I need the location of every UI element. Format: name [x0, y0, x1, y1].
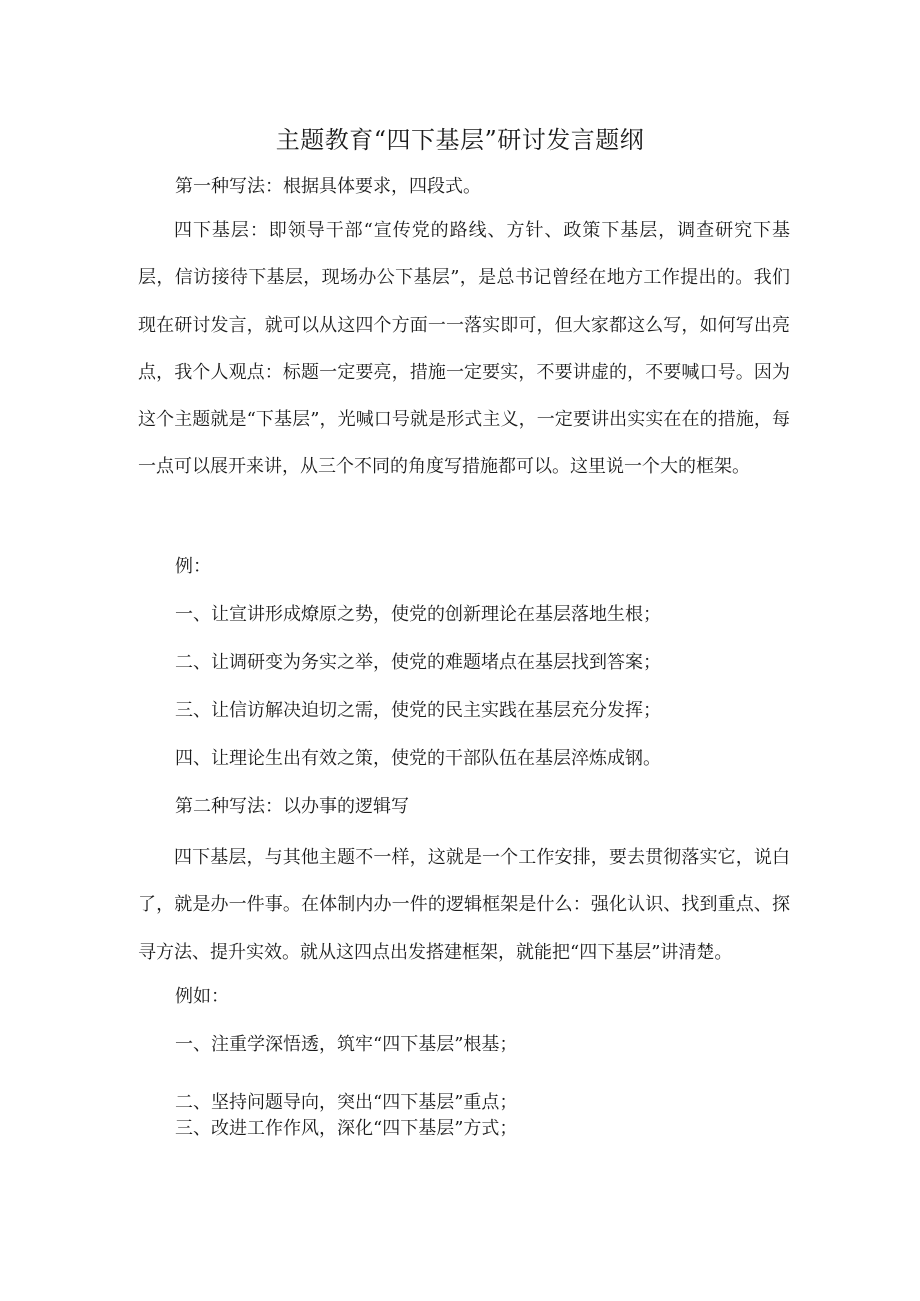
example1-item-4: 四、让理论生出有效之策，使党的干部队伍在基层淬炼成钢。: [175, 748, 661, 769]
example2-label: 例如：: [175, 986, 229, 1007]
example2-item-1: 一、注重学深悟透，筑牢“四下基层”根基；: [175, 1034, 518, 1055]
example1-item-3: 三、让信访解决迫切之需，使党的民主实践在基层充分发挥；: [175, 700, 661, 721]
method1-heading: 第一种写法：根据具体要求，四段式。: [175, 176, 481, 197]
example2-item-2: 二、坚持问题导向，突出“四下基层”重点；: [175, 1092, 518, 1113]
example1-item-2: 二、让调研变为务实之举，使党的难题堵点在基层找到答案；: [175, 652, 661, 673]
example1-item-1: 一、让宣讲形成燎原之势，使党的创新理论在基层落地生根；: [175, 604, 661, 625]
method1-body: 四下基层：即领导干部“宣传党的路线、方针、政策下基层，调查研究下基层，信访接待下基层，现场办公下基层”，是总书记曾经在地方工作提出的。我们现在研讨发言，就可以从这四个方面一一落实即可，但大家都这么写，如何写出亮点，我个人观点：标题一定要亮，措施一定要实，不要讲虚的，不要喊口号。因为这个主题就是“下基层”，光喊口号就是形式主义，一定要讲出实实在在的措施，每一点可以展开来讲，从三个不同的角度写措施都可以。这里说一个大的框架。: [138, 220, 790, 478]
method2-heading: 第二种写法：以办事的逻辑写: [175, 796, 409, 817]
example1-label: 例：: [175, 556, 211, 577]
method2-body: 四下基层，与其他主题不一样，这就是一个工作安排，要去贯彻落实它，说白了，就是办一件事。在体制内办一件的逻辑框架是什么：强化认识、找到重点、探寻方法、提升实效。就从这四点出发搭建框架，就能把“四下基层”讲清楚。: [138, 847, 790, 963]
document-title: 主题教育“四下基层”研讨发言题纲: [275, 126, 645, 154]
example2-item-3: 三、改进工作作风，深化“四下基层”方式；: [175, 1118, 518, 1139]
